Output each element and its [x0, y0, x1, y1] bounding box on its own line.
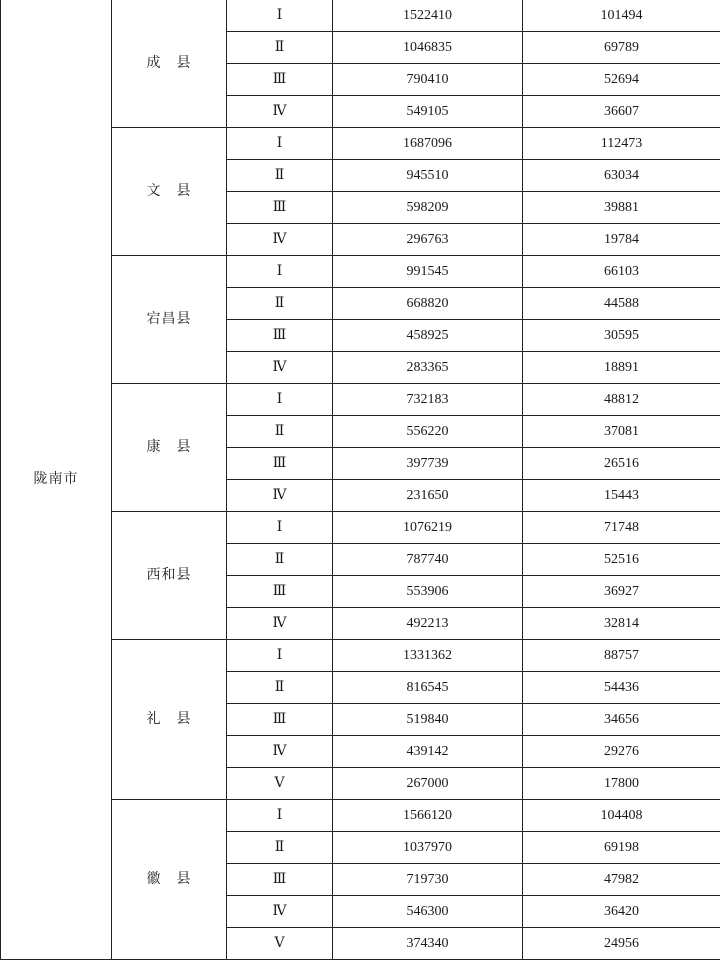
county-cell: 康 县 — [112, 384, 227, 512]
value-cell-2: 26516 — [523, 448, 720, 480]
grade-cell: Ⅴ — [227, 768, 333, 800]
value-cell-1: 283365 — [333, 352, 523, 384]
value-cell-1: 231650 — [333, 480, 523, 512]
table-body — [1, 0, 720, 960]
grade-cell: Ⅳ — [227, 480, 333, 512]
grade-cell: Ⅱ — [227, 32, 333, 64]
grade-cell: Ⅲ — [227, 864, 333, 896]
value-cell-1: 549105 — [333, 96, 523, 128]
grade-cell: Ⅰ — [227, 800, 333, 832]
value-cell-2: 112473 — [523, 128, 720, 160]
value-cell-2: 69198 — [523, 832, 720, 864]
county-cell: 西和县 — [112, 512, 227, 640]
value-cell-2: 54436 — [523, 672, 720, 704]
value-cell-2: 34656 — [523, 704, 720, 736]
value-cell-1: 458925 — [333, 320, 523, 352]
grade-cell: Ⅲ — [227, 64, 333, 96]
grade-cell: Ⅰ — [227, 0, 333, 32]
value-cell-2: 36607 — [523, 96, 720, 128]
county-cell: 宕昌县 — [112, 256, 227, 384]
value-cell-1: 519840 — [333, 704, 523, 736]
value-cell-2: 44588 — [523, 288, 720, 320]
grade-cell: Ⅰ — [227, 640, 333, 672]
value-cell-2: 52516 — [523, 544, 720, 576]
value-cell-1: 1046835 — [333, 32, 523, 64]
value-cell-1: 719730 — [333, 864, 523, 896]
value-cell-1: 546300 — [333, 896, 523, 928]
grade-cell: Ⅱ — [227, 288, 333, 320]
value-cell-2: 32814 — [523, 608, 720, 640]
value-cell-2: 37081 — [523, 416, 720, 448]
grade-cell: Ⅰ — [227, 128, 333, 160]
grade-cell: Ⅰ — [227, 256, 333, 288]
value-cell-2: 29276 — [523, 736, 720, 768]
grade-cell: Ⅲ — [227, 704, 333, 736]
value-cell-2: 69789 — [523, 32, 720, 64]
value-cell-1: 598209 — [333, 192, 523, 224]
value-cell-2: 88757 — [523, 640, 720, 672]
grade-cell: Ⅳ — [227, 224, 333, 256]
grade-cell: Ⅳ — [227, 736, 333, 768]
value-cell-2: 63034 — [523, 160, 720, 192]
value-cell-1: 945510 — [333, 160, 523, 192]
value-cell-1: 816545 — [333, 672, 523, 704]
value-cell-1: 492213 — [333, 608, 523, 640]
value-cell-2: 24956 — [523, 928, 720, 960]
value-cell-2: 47982 — [523, 864, 720, 896]
grade-cell: Ⅳ — [227, 608, 333, 640]
value-cell-1: 553906 — [333, 576, 523, 608]
value-cell-2: 19784 — [523, 224, 720, 256]
value-cell-1: 296763 — [333, 224, 523, 256]
value-cell-1: 374340 — [333, 928, 523, 960]
value-cell-1: 1566120 — [333, 800, 523, 832]
city-cell: 陇南市 — [1, 0, 112, 960]
value-cell-1: 668820 — [333, 288, 523, 320]
grade-cell: Ⅱ — [227, 160, 333, 192]
value-cell-1: 790410 — [333, 64, 523, 96]
table-row — [1, 0, 720, 32]
value-cell-1: 267000 — [333, 768, 523, 800]
value-cell-1: 556220 — [333, 416, 523, 448]
value-cell-1: 732183 — [333, 384, 523, 416]
value-cell-2: 36420 — [523, 896, 720, 928]
value-cell-2: 17800 — [523, 768, 720, 800]
grade-cell: Ⅳ — [227, 352, 333, 384]
value-cell-1: 439142 — [333, 736, 523, 768]
value-cell-2: 66103 — [523, 256, 720, 288]
grade-cell: Ⅰ — [227, 512, 333, 544]
grade-cell: Ⅳ — [227, 896, 333, 928]
grade-cell: Ⅲ — [227, 320, 333, 352]
value-cell-2: 101494 — [523, 0, 720, 32]
county-cell: 徽 县 — [112, 800, 227, 960]
grade-cell: Ⅲ — [227, 576, 333, 608]
value-cell-1: 1037970 — [333, 832, 523, 864]
value-cell-2: 18891 — [523, 352, 720, 384]
value-cell-1: 787740 — [333, 544, 523, 576]
value-cell-2: 15443 — [523, 480, 720, 512]
value-cell-1: 1522410 — [333, 0, 523, 32]
grade-cell: Ⅰ — [227, 384, 333, 416]
value-cell-2: 52694 — [523, 64, 720, 96]
county-cell: 礼 县 — [112, 640, 227, 800]
value-cell-2: 36927 — [523, 576, 720, 608]
grade-cell: Ⅱ — [227, 832, 333, 864]
value-cell-2: 104408 — [523, 800, 720, 832]
value-cell-2: 39881 — [523, 192, 720, 224]
grade-cell: Ⅱ — [227, 672, 333, 704]
grade-cell: Ⅴ — [227, 928, 333, 960]
value-cell-1: 397739 — [333, 448, 523, 480]
value-cell-2: 48812 — [523, 384, 720, 416]
value-cell-2: 71748 — [523, 512, 720, 544]
county-cell: 成 县 — [112, 0, 227, 128]
value-cell-1: 1076219 — [333, 512, 523, 544]
value-cell-2: 30595 — [523, 320, 720, 352]
grade-cell: Ⅱ — [227, 416, 333, 448]
grade-cell: Ⅲ — [227, 448, 333, 480]
value-cell-1: 1687096 — [333, 128, 523, 160]
grade-cell: Ⅲ — [227, 192, 333, 224]
value-cell-1: 991545 — [333, 256, 523, 288]
county-cell: 文 县 — [112, 128, 227, 256]
value-cell-1: 1331362 — [333, 640, 523, 672]
grade-cell: Ⅱ — [227, 544, 333, 576]
grade-cell: Ⅳ — [227, 96, 333, 128]
